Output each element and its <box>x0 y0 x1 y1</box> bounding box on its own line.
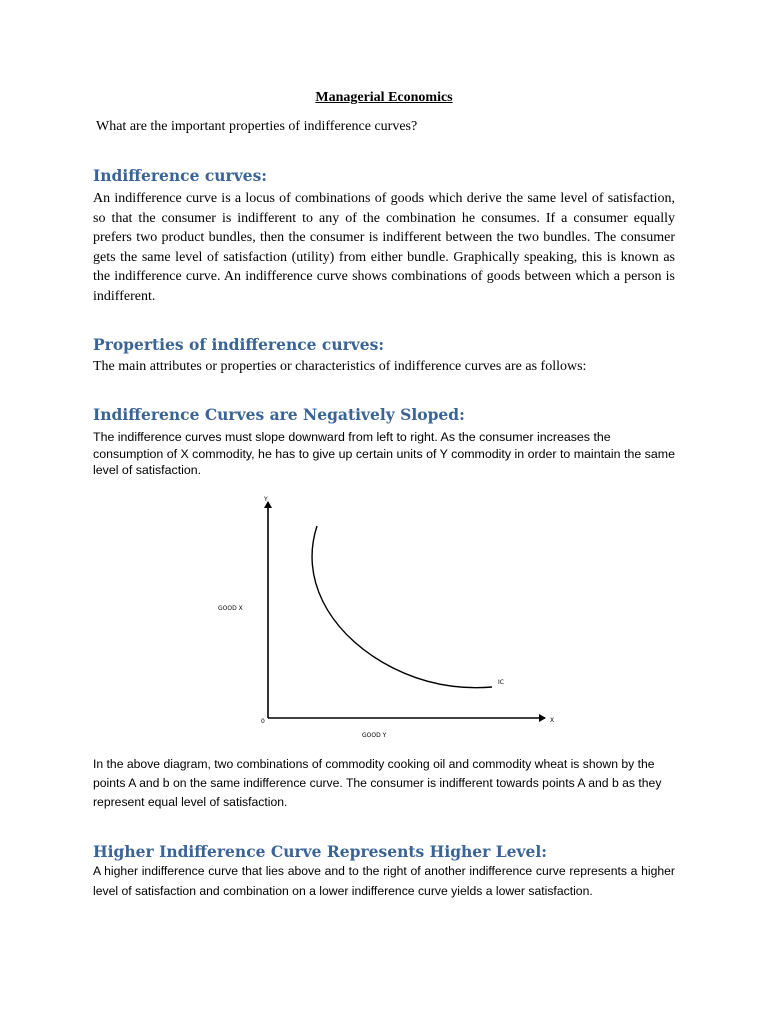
curve-label-ic: IC <box>498 679 504 686</box>
question-text: What are the important properties of indifference curves? <box>96 119 418 134</box>
paragraph-properties: The main attributes or properties or characteristics of indifference curves are as follows: <box>93 359 587 374</box>
paragraph-negatively-sloped: The indifference curves must slope downward from left to right. As the consumer increases the consumption of X commodity, he has to give up certain units of Y commodity in order to maintain the same level of satisfaction. <box>93 430 675 478</box>
x-axis-title: GOOD Y <box>362 732 387 739</box>
indifference-curve-line <box>312 526 492 688</box>
heading-negatively-sloped: Indifference Curves are Negatively Sloped: <box>93 405 465 424</box>
x-axis-letter: X <box>550 717 555 724</box>
y-axis-letter: Y <box>264 496 268 503</box>
heading-properties: Properties of indifference curves: <box>93 335 385 354</box>
origin-label: 0 <box>261 718 265 725</box>
indifference-curve-chart <box>200 490 580 750</box>
paragraph-higher-curve: A higher indifference curve that lies above and to the right of another indifference curve represents a higher level of satisfaction and combination on a lower indifference curve yields a lower satisfaction. <box>93 864 675 898</box>
paragraph-indifference-curves: An indifference curve is a locus of combinations of goods which derive the same level of satisfaction, so that the consumer is indifferent to any of the combination he consumes. If a consumer equally prefers two product bundles, then the consumer is indifferent between the two bundles. The consumer gets the same level of satisfaction (utility) from either bundle. Graphically speaking, this is known as the indifference curve. An indifference curve shows combinations of goods between which a person is indifferent. <box>93 191 675 304</box>
heading-indifference-curves: Indifference curves: <box>93 166 268 185</box>
heading-higher-curve: Higher Indifference Curve Represents Higher Level: <box>93 842 547 861</box>
paragraph-diagram-caption: In the above diagram, two combinations of commodity cooking oil and commodity wheat is shown by the points A and b on the same indifference curve. The consumer is indifferent towards points A and b as they represent equal level of satisfaction. <box>93 757 662 809</box>
document-title: Managerial Economics <box>315 90 453 105</box>
y-axis-title: GOOD X <box>218 605 243 612</box>
